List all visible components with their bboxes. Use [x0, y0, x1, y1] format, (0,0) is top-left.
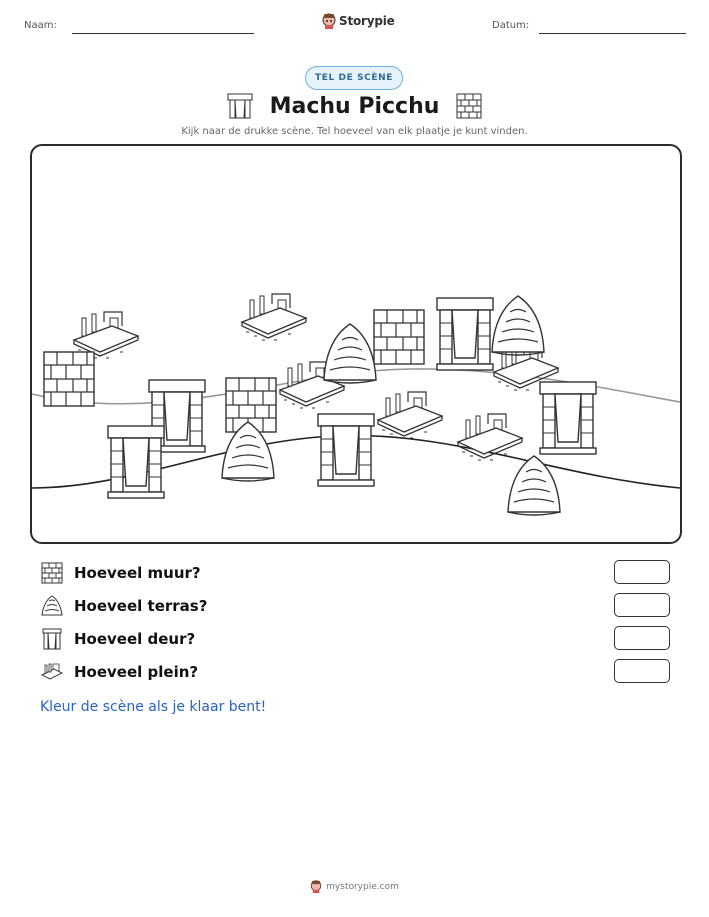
- question-label: Hoeveel plein?: [74, 663, 199, 681]
- question-label: Hoeveel terras?: [74, 597, 208, 615]
- question-door: [40, 627, 670, 651]
- footer-url[interactable]: mystorypie.com: [326, 881, 399, 892]
- door-icon: [40, 627, 64, 651]
- counting-scene[interactable]: [30, 144, 682, 544]
- answer-box[interactable]: [614, 593, 670, 617]
- name-label: Naam:: [24, 20, 57, 31]
- wall-icon: [40, 561, 64, 585]
- answer-box[interactable]: [614, 659, 670, 683]
- storypie-mascot-icon: [322, 13, 336, 29]
- date-line[interactable]: [539, 33, 686, 34]
- coloring-note: Kleur de scène als je klaar bent!: [40, 699, 267, 715]
- storypie-logo: [322, 13, 395, 29]
- footer: [0, 880, 709, 893]
- question-terrace: [40, 594, 670, 618]
- logo-text: Storypie: [339, 14, 395, 28]
- title-row: [0, 92, 709, 120]
- storypie-mascot-icon: [310, 880, 322, 893]
- wall-icon: [455, 92, 483, 120]
- door-icon: [226, 92, 254, 120]
- answer-box[interactable]: [614, 626, 670, 650]
- date-label: Datum:: [492, 20, 530, 31]
- question-label: Hoeveel muur?: [74, 564, 201, 582]
- answer-box[interactable]: [614, 560, 670, 584]
- page-title: Machu Picchu: [269, 93, 440, 119]
- activity-badge: TEL DE SCÈNE: [305, 66, 403, 90]
- instructions: Kijk naar de drukke scène. Tel hoeveel van elk plaatje je kunt vinden.: [181, 126, 528, 137]
- terrace-icon: [40, 594, 64, 618]
- plaza-icon: [40, 660, 64, 684]
- question-wall: [40, 561, 670, 585]
- question-plaza: [40, 660, 670, 684]
- question-label: Hoeveel deur?: [74, 630, 196, 648]
- name-line[interactable]: [72, 33, 254, 34]
